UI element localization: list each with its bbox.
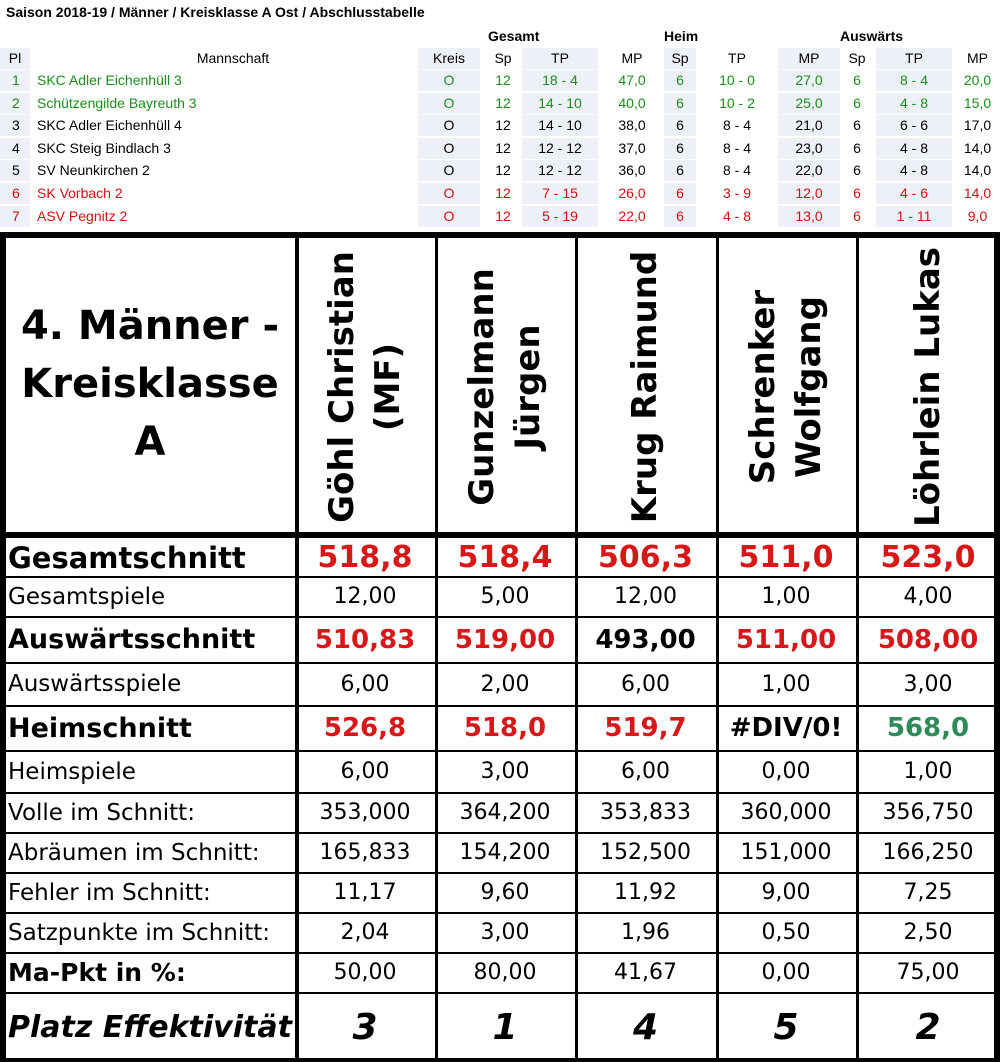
header-place: Pl [0,48,30,69]
cell-match-points: 47,0 [618,72,646,88]
cell-match-points: 22,0 [618,207,646,224]
cell-heim-tp: 4 - 8 [722,207,751,224]
cell-total-points: 14 - 10 [522,93,598,114]
cell-away-games: 6 [853,139,861,156]
stat-value: 5,00 [480,584,530,609]
cell-away-games: 6 [853,94,861,111]
stat-label: Auswärtsspiele [8,671,182,697]
player-name: Schrenker Wolfgang [743,289,829,485]
cell-heim-games: 6 [664,93,696,114]
header-total-points: TP [522,48,598,69]
stat-value: 165,833 [319,840,411,865]
cell-heim-games: 6 [664,70,696,91]
cell-home-games: 12 [495,162,511,179]
stat-value: 523,0 [880,540,976,575]
cell-heim-mp: 21,0 [778,115,840,136]
header-away-tp: TP [876,48,952,69]
header-away-mp: MP [967,50,988,66]
stat-value: 3 [352,1007,378,1048]
table-row [0,206,1000,228]
stat-value: 151,000 [740,840,832,865]
stat-label: Gesamtspiele [8,584,166,610]
cell-away-mp: 14,0 [963,185,992,201]
stat-value: 166,250 [882,840,974,865]
player-name: Göhl Christian (MF) [322,251,408,523]
cell-heim-games: 6 [664,138,696,159]
header-district: Kreis [418,48,480,69]
player-header [299,238,431,536]
stat-label: Fehler im Schnitt: [8,880,211,906]
cell-match-points: 38,0 [618,117,646,134]
stat-value: 0,00 [761,759,811,784]
cell-team: SV Neunkirchen 2 [37,162,150,179]
cell-heim-tp: 8 - 4 [722,162,751,179]
stat-value: 2,50 [903,920,953,945]
cell-heim-mp: 12,0 [778,183,840,204]
stat-value: 12,00 [333,584,397,609]
league-table-header [0,48,1000,70]
cell-place: 2 [0,93,30,114]
table-row [0,115,1000,137]
cell-home-games: 12 [495,185,511,201]
stat-value: 9,00 [761,880,811,905]
cell-place: 3 [0,115,30,136]
cell-total-points: 12 - 12 [522,160,598,181]
player-name: Gunzelmann Jürgen [462,268,549,506]
cell-away-mp: 17,0 [963,117,992,134]
stat-value: 6,00 [621,759,670,784]
cell-heim-mp: 23,0 [778,138,840,159]
cell-district: O [418,93,480,114]
stat-value: 511,00 [735,625,837,655]
stat-value: 75,00 [896,960,960,985]
header-home-games: Sp [494,50,512,66]
stat-value: 519,00 [454,625,556,655]
cell-heim-mp: 27,0 [778,70,840,91]
cell-heim-games: 6 [664,206,696,227]
cell-heim-tp: 8 - 4 [722,117,751,134]
cell-team: SKC Adler Eichenhüll 4 [37,117,182,134]
group-header-gesamt: Gesamt [488,28,540,44]
cell-place: 1 [0,70,30,91]
stats-title [6,232,294,536]
stat-value: 12,00 [614,584,677,609]
cell-home-games: 12 [495,117,511,134]
cell-home-games: 12 [495,139,511,156]
cell-district: O [418,138,480,159]
cell-total-points: 18 - 4 [522,70,598,91]
cell-place: 7 [0,206,30,227]
stat-label: Ma-Pkt in %: [8,958,186,987]
stat-label: Abräumen im Schnitt: [8,840,260,866]
table-row [0,160,1000,182]
stat-value: 510,83 [314,625,416,655]
cell-home-games: 12 [495,94,511,111]
stat-label: Volle im Schnitt: [8,800,195,826]
stat-value: 518,8 [317,540,413,575]
cell-heim-mp: 22,0 [778,160,840,181]
cell-away-mp: 14,0 [963,139,992,156]
cell-away-tp: 4 - 6 [876,183,952,204]
stat-label: Heimschnitt [8,713,192,744]
header-heim-tp: TP [728,50,746,66]
stat-value: 3,00 [903,672,953,697]
cell-away-mp: 15,0 [963,94,992,111]
stat-value: 518,0 [463,713,547,743]
stats-title-line2: Kreisklasse A [21,361,279,465]
cell-total-points: 5 - 19 [522,206,598,227]
stat-value: 2,04 [340,920,390,945]
cell-away-tp: 8 - 4 [876,70,952,91]
cell-district: O [418,183,480,204]
cell-place: 6 [0,183,30,204]
stat-value: 508,00 [877,625,979,655]
cell-heim-tp: 8 - 4 [722,139,751,156]
cell-match-points: 40,0 [618,94,646,111]
header-heim-mp: MP [778,48,840,69]
cell-home-games: 12 [495,72,511,88]
stat-value: 41,67 [614,960,677,985]
league-table [0,26,1000,232]
cell-place: 4 [0,138,30,159]
cell-district: O [418,70,480,91]
cell-match-points: 26,0 [618,185,646,201]
cell-heim-tp: 10 - 0 [719,72,755,88]
cell-place: 5 [0,160,30,181]
stat-value: 518,4 [457,540,553,575]
group-header-heim: Heim [664,28,699,44]
divider [0,232,6,1062]
stat-value: 3,00 [480,759,530,784]
table-row [0,93,1000,115]
cell-away-tp: 4 - 8 [876,160,952,181]
cell-total-points: 14 - 10 [522,115,598,136]
stat-value: 4 [632,1007,659,1048]
stat-value: 6,00 [340,759,390,784]
group-header-auswaerts: Auswärts [840,28,904,44]
stat-value: 4,00 [903,584,953,609]
stat-value: 1,00 [761,672,811,697]
stat-value: 519,7 [604,713,687,743]
stat-label: Gesamtschnitt [8,541,246,575]
table-row [0,183,1000,205]
cell-away-mp: 20,0 [963,72,992,88]
stat-value: 353,000 [319,800,411,825]
cell-team: SKC Steig Bindlach 3 [37,139,171,156]
stat-value: 5 [773,1007,799,1048]
stat-value: 526,8 [323,713,407,743]
cell-district: O [418,160,480,181]
stat-value: 356,750 [882,800,974,825]
cell-heim-games: 6 [664,160,696,181]
header-team: Mannschaft [196,50,270,66]
cell-heim-tp: 3 - 9 [722,185,751,201]
player-header [720,238,852,536]
player-stats-table [0,232,1000,1062]
cell-away-games: 6 [853,117,861,134]
stat-value: 80,00 [473,960,537,985]
stat-value: 154,200 [459,840,551,865]
player-header [439,238,571,536]
cell-match-points: 36,0 [618,162,646,179]
stat-value: 568,0 [886,713,970,743]
stats-title-line1: 4. Männer - [20,303,280,349]
player-header [579,238,712,536]
stat-label: Auswärtsschnitt [8,624,256,655]
cell-heim-mp: 13,0 [778,206,840,227]
stat-value: 11,17 [333,880,397,905]
player-name: Krug Raimund [625,250,666,524]
stat-value: 6,00 [621,672,670,697]
cell-away-tp: 4 - 8 [876,93,952,114]
cell-away-mp: 9,0 [967,207,988,224]
header-match-points: MP [621,50,643,66]
stat-label: Satzpunkte im Schnitt: [8,920,271,946]
cell-heim-games: 6 [664,183,696,204]
cell-district: O [418,206,480,227]
stat-value: 0,50 [761,920,811,945]
cell-away-tp: 6 - 6 [876,115,952,136]
cell-team: SKC Adler Eichenhüll 3 [37,72,182,88]
stat-value: 2 [915,1007,941,1048]
stat-value: 7,25 [903,880,953,905]
cell-team: Schützengilde Bayreuth 3 [37,94,197,111]
stat-value: 3,00 [480,920,530,945]
table-title: Saison 2018-19 / Männer / Kreisklasse A Ost / Abschlusstabelle [6,4,425,20]
stat-value: 152,500 [600,840,691,865]
stat-value: 6,00 [340,672,390,697]
stat-value: 2,00 [480,672,530,697]
stat-value: 1 [492,1007,518,1048]
stat-value: 1,96 [621,920,670,945]
stat-value: 50,00 [333,960,397,985]
stat-value: 493,00 [595,625,696,655]
header-away-games: Sp [848,50,866,66]
cell-away-tp: 4 - 8 [876,138,952,159]
stat-value: 353,833 [600,800,691,825]
cell-heim-mp: 25,0 [778,93,840,114]
stat-value: 11,92 [614,880,677,905]
table-row [0,70,1000,92]
cell-away-tp: 1 - 11 [876,206,952,227]
cell-home-games: 12 [495,207,511,224]
stat-label: Platz Effektivität [8,1010,292,1045]
stat-value: 9,60 [480,880,530,905]
cell-away-games: 6 [853,162,861,179]
cell-away-mp: 14,0 [963,162,992,179]
cell-district: O [418,115,480,136]
stat-label: Heimspiele [8,759,136,785]
stat-value: 364,200 [459,800,551,825]
cell-away-games: 6 [853,185,861,201]
stat-value: 506,3 [598,540,693,575]
stat-value: 1,00 [903,759,953,784]
cell-away-games: 6 [853,207,861,224]
stat-value: 360,000 [740,800,832,825]
cell-heim-tp: 10 - 2 [719,94,755,111]
cell-total-points: 7 - 15 [522,183,598,204]
cell-team: SK Vorbach 2 [37,185,123,201]
stat-value: 511,0 [738,540,834,575]
cell-heim-games: 6 [664,115,696,136]
stat-value: #DIV/0! [729,713,843,743]
header-heim-games: Sp [664,48,696,69]
cell-team: ASV Pegnitz 2 [37,207,128,224]
stat-value: 0,00 [761,960,811,985]
cell-total-points: 12 - 12 [522,138,598,159]
cell-match-points: 37,0 [618,139,646,156]
stat-value: 1,00 [761,584,811,609]
table-row [0,138,1000,160]
player-name: Löhrlein Lukas [908,246,949,528]
cell-away-games: 6 [853,72,861,88]
player-header [860,238,996,536]
